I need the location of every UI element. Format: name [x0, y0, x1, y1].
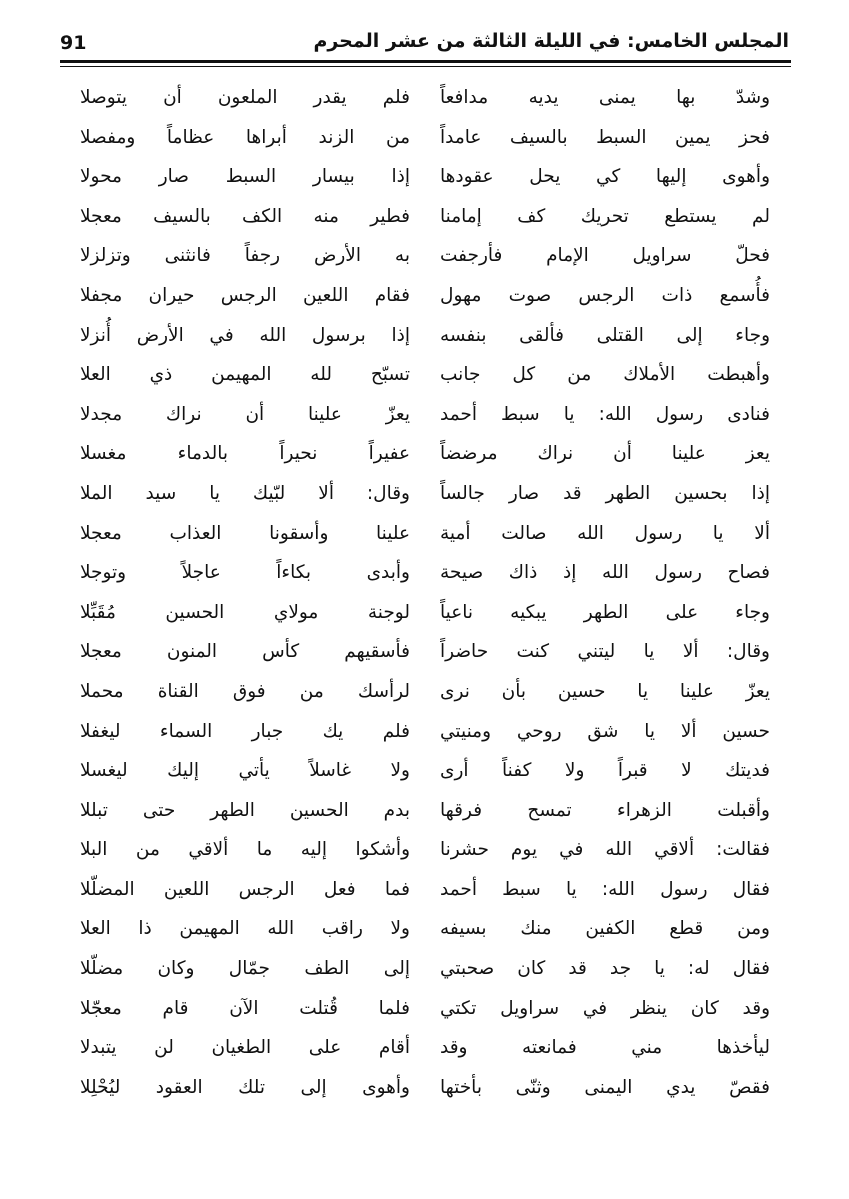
verse-second-half-5: به الأرض رجفاً فانثنى وتزلزلا: [80, 245, 410, 267]
verse-first-half-12: ألا يا رسول الله صالت أمية: [440, 522, 770, 544]
verse-first-half-20: فقالت: ألاقي الله في يوم حشرنا: [440, 839, 770, 861]
verse-second-half-14: لوجنة مولاي الحسين مُقَبِّلا: [80, 601, 410, 623]
header-rule-thin: [60, 66, 791, 67]
verse-first-half-18: فديتك لا قبراً ولا كفناً أرى: [440, 760, 770, 782]
verse-first-half-4: لم يستطع تحريك كف إمامنا: [440, 205, 770, 227]
verse-first-half-8: وأهبطت الأملاك من كل جانب: [440, 364, 770, 386]
verse-second-half-15: فأسقيهم كأس المنون معجلا: [80, 641, 410, 663]
verse-first-half-11: إذا بحسين الطهر قد صار جالساً: [440, 482, 770, 504]
verse-first-half-6: فأُسمع ذات الرجس صوت مهول: [440, 284, 770, 306]
verse-first-half-5: فحلّ سراويل الإمام فأرجفت: [440, 245, 770, 267]
verse-second-half-2: من الزند أبراها عظاماً ومفصلا: [80, 126, 410, 148]
verse-first-half-1: وشدّ بها يمنى يديه مدافعاً: [440, 87, 770, 108]
verse-second-half-10: عفيراً نحيراً بالدماء مغسلا: [80, 443, 410, 465]
verse-second-half-6: فقام اللعين الرجس حيران مجفلا: [80, 284, 410, 306]
poem-body: [80, 78, 770, 1138]
verse-first-half-13: فصاح رسول الله إذ ذاك صيحة: [440, 562, 770, 584]
verse-first-half-14: وجاء على الطهر يبكيه ناعياً: [440, 601, 770, 623]
verse-second-half-18: ولا غاسلاً يأتي إليك ليغسلا: [80, 760, 410, 782]
verse-second-half-26: وأهوى إلى تلك العقود ليُحْلِلا: [80, 1076, 410, 1098]
page-number: 91: [60, 32, 87, 54]
verse-second-half-19: بدم الحسين الطهر حتى تبللا: [80, 799, 410, 821]
second-hemistich-column: [80, 78, 410, 1107]
verse-first-half-19: وأقبلت الزهراء تمسح فرقها: [440, 799, 770, 821]
verse-second-half-4: فطير منه الكف بالسيف معجلا: [80, 205, 410, 227]
verse-first-half-2: فحز يمين السبط بالسيف عامداً: [440, 126, 770, 148]
verse-first-half-9: فنادى رسول الله: يا سبط أحمد: [440, 403, 770, 425]
first-hemistich-column: [440, 78, 770, 1107]
verse-second-half-17: فلم يك جبار السماء ليغفلا: [80, 720, 410, 742]
verse-second-half-16: لرأسك من فوق القناة محملا: [80, 680, 410, 702]
verse-second-half-3: إذا بيسار السبط صار محولا: [80, 166, 410, 188]
verse-second-half-22: ولا راقب الله المهيمن ذا العلا: [80, 918, 410, 940]
running-title: المجلس الخامس: في الليلة الثالثة من عشر المحرم: [313, 30, 789, 52]
verse-second-half-8: تسبّح لله المهيمن ذي العلا: [80, 364, 410, 386]
verse-second-half-21: فما فعل الرجس اللعين المضلّلا: [80, 878, 410, 900]
verse-second-half-11: وقال: ألا لبّيك يا سيد الملا: [80, 482, 410, 504]
verse-first-half-15: وقال: ألا يا ليتني كنت حاضراً: [440, 641, 770, 663]
verse-first-half-7: وجاء إلى القتلى فألقى بنفسه: [440, 324, 770, 346]
verse-first-half-17: حسين ألا يا شق روحي ومنيتي: [440, 720, 770, 742]
verse-second-half-23: إلى الطف جمّال وكان مضلّلا: [80, 958, 410, 980]
verse-first-half-10: يعز علينا أن نراك مرضضاً: [440, 443, 770, 465]
verse-second-half-7: إذا برسول الله في الأرض أُنزلا: [80, 324, 410, 346]
verse-second-half-9: يعزّ علينا أن نراك مجدلا: [80, 403, 410, 425]
verse-first-half-16: يعزّ علينا يا حسين بأن نرى: [440, 680, 770, 702]
verse-first-half-3: وأهوى إليها كي يحل عقودها: [440, 166, 770, 188]
verse-second-half-1: فلم يقدر الملعون أن يتوصلا: [80, 87, 410, 108]
verse-first-half-24: وقد كان ينظر في سراويل تكتي: [440, 997, 770, 1019]
verse-first-half-22: ومن قطع الكفين منك بسيفه: [440, 918, 770, 940]
verse-first-half-26: فقصّ يدي اليمنى وثنّى بأختها: [440, 1076, 770, 1098]
verse-second-half-25: أقام على الطغيان لن يتبدلا: [80, 1037, 410, 1059]
verse-second-half-20: وأشكوا إليه ما ألاقي من البلا: [80, 839, 410, 861]
verse-second-half-24: فلما قُتلت الآن قام معجّلا: [80, 997, 410, 1019]
verse-second-half-12: علينا وأسقونا العذاب معجلا: [80, 522, 410, 544]
header-rule-thick: [60, 60, 791, 63]
verse-second-half-13: وأبدى بكاءاً عاجلاً وتوجلا: [80, 562, 410, 584]
verse-first-half-25: ليأخذها مني فمانعته وقد: [440, 1037, 770, 1059]
verse-first-half-21: فقال رسول الله: يا سبط أحمد: [440, 878, 770, 900]
verse-first-half-23: فقال له: يا جد قد كان صحبتي: [440, 958, 770, 980]
